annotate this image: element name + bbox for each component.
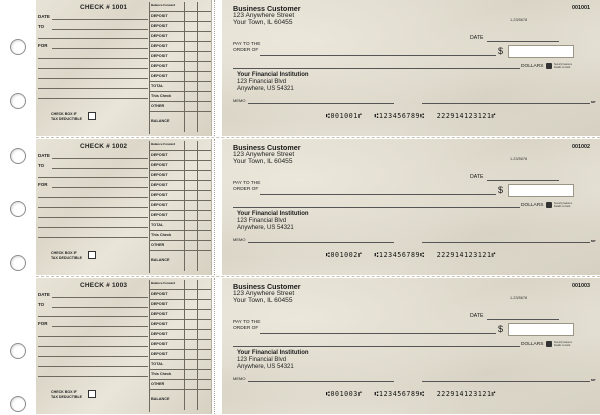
ledger-label: DEPOSIT <box>151 64 168 68</box>
ledger-label-cell <box>149 290 185 299</box>
micr-segment: 222914123121⑈ <box>436 390 497 398</box>
ledger-label-cell <box>149 300 185 309</box>
ledger-label: DEPOSIT <box>151 163 168 167</box>
signature-line[interactable] <box>422 381 590 382</box>
ledger-label: This Check <box>151 372 172 376</box>
ledger-label: DEPOSIT <box>151 302 168 306</box>
routing-fraction: 1-23/5678 <box>510 157 528 161</box>
dollars-label: DOLLARS <box>521 203 544 208</box>
ledger-label-cell <box>149 141 185 150</box>
bank-city: Anywhere, US 54321 <box>237 86 294 92</box>
signature-line[interactable] <box>422 103 590 104</box>
ledger-label: OTHER <box>151 382 165 386</box>
mp-label: MP <box>591 378 596 382</box>
ledger-label: DEPOSIT <box>151 342 168 346</box>
payee-line[interactable] <box>260 333 496 334</box>
signature-line[interactable] <box>422 242 590 243</box>
memo-line[interactable] <box>248 242 394 243</box>
ledger-column-rule <box>197 22 198 31</box>
ledger-row[interactable] <box>149 330 211 340</box>
check-number: 001003 <box>572 283 590 289</box>
ledger-label: DEPOSIT <box>151 173 168 177</box>
perforation <box>214 0 222 136</box>
binder-hole <box>10 93 26 109</box>
sheet-divider <box>36 137 600 138</box>
padlock-icon <box>546 202 552 208</box>
ledger-label: Balance Forward <box>151 142 176 146</box>
ledger-column-rule <box>197 161 198 170</box>
micr-segment: ⑆001001⑈ <box>325 112 363 120</box>
check-body <box>222 139 600 275</box>
ledger-label-cell <box>149 12 185 21</box>
pay-to-label: PAY TO THE ORDER OF <box>233 320 261 331</box>
ledger-label-cell <box>149 330 185 339</box>
ledger-row[interactable] <box>149 110 211 132</box>
micr-line <box>222 251 600 259</box>
check-stub <box>36 139 212 275</box>
ledger-column-rule <box>197 141 198 150</box>
stub-for-line[interactable] <box>52 326 148 327</box>
tax-checkbox-label: CHECK BOX IF TAX DEDUCTIBLE <box>51 112 83 121</box>
ledger-column-rule <box>197 300 198 309</box>
stub-for-label: FOR <box>38 43 48 48</box>
memo-label: MEMO <box>233 376 246 381</box>
ledger-label: Balance Forward <box>151 3 176 7</box>
ledger-row[interactable] <box>149 280 211 290</box>
ledger-column-rule <box>197 92 198 101</box>
ledger-label-cell <box>149 221 185 230</box>
stub-date-line[interactable] <box>52 297 148 298</box>
ledger-label: DEPOSIT <box>151 34 168 38</box>
ledger-column-rule <box>197 290 198 299</box>
ledger-column-rule <box>197 221 198 230</box>
ledger-row[interactable] <box>149 72 211 82</box>
ledger-row[interactable] <box>149 370 211 380</box>
tax-deductible-checkbox[interactable] <box>88 390 96 398</box>
micr-segment: ⑆001002⑈ <box>325 251 363 259</box>
ledger-column-rule <box>197 320 198 329</box>
ledger-label: TOTAL <box>151 362 164 366</box>
ledger-row[interactable] <box>149 350 211 360</box>
bank-city: Anywhere, US 54321 <box>237 225 294 231</box>
micr-segment: ⑆123456789⑆ <box>374 251 425 259</box>
ledger-label: TOTAL <box>151 84 164 88</box>
bank-name: Your Financial Institution <box>237 350 309 356</box>
date-label: DATE <box>470 174 484 180</box>
ledger-label-cell <box>149 42 185 51</box>
stub-blank-line[interactable] <box>38 217 148 218</box>
customer-city: Your Town, IL 60455 <box>233 19 293 26</box>
tax-checkbox-label: CHECK BOX IF TAX DEDUCTIBLE <box>51 251 83 260</box>
ledger-label-cell <box>149 280 185 289</box>
tax-deductible-checkbox[interactable] <box>88 251 96 259</box>
ledger-label-cell <box>149 350 185 359</box>
stub-blank-line[interactable] <box>38 207 148 208</box>
ledger-label: DEPOSIT <box>151 203 168 207</box>
ledger-row[interactable] <box>149 62 211 72</box>
ledger-label: TOTAL <box>151 223 164 227</box>
customer-name: Business Customer <box>233 4 301 13</box>
ledger-row[interactable] <box>149 22 211 32</box>
dollar-sign: $ <box>498 185 504 195</box>
ledger-label: DEPOSIT <box>151 213 168 217</box>
stub-date-line[interactable] <box>52 19 148 20</box>
bank-name: Your Financial Institution <box>237 72 309 78</box>
check-body <box>222 0 600 136</box>
ledger-label-cell <box>149 62 185 71</box>
stub-blank-line[interactable] <box>38 346 148 347</box>
ledger-label-cell <box>149 360 185 369</box>
check-set <box>36 139 600 277</box>
stub-blank-line[interactable] <box>38 98 148 99</box>
ledger-row[interactable] <box>149 161 211 171</box>
stub-to-line[interactable] <box>52 168 148 169</box>
stub-date-label: DATE <box>38 153 50 158</box>
check-stub <box>36 0 212 136</box>
ledger-label-cell <box>149 161 185 170</box>
customer-city: Your Town, IL 60455 <box>233 158 293 165</box>
ledger-label-cell <box>149 340 185 349</box>
ledger-label-cell <box>149 310 185 319</box>
ledger-label: This Check <box>151 233 172 237</box>
ledger-row[interactable] <box>149 32 211 42</box>
stub-blank-line[interactable] <box>38 356 148 357</box>
written-amount-line[interactable] <box>233 68 520 69</box>
ledger-column-rule <box>197 370 198 379</box>
ledger-column-rule <box>197 231 198 240</box>
stub-blank-line[interactable] <box>38 336 148 337</box>
stub-date-label: DATE <box>38 292 50 297</box>
ledger-row[interactable] <box>149 249 211 271</box>
stub-blank-line[interactable] <box>38 78 148 79</box>
ledger-row[interactable] <box>149 300 211 310</box>
mp-label: MP <box>591 239 596 243</box>
ledger-column-rule <box>197 310 198 319</box>
ledger-column-rule <box>197 388 198 410</box>
ledger-label: DEPOSIT <box>151 153 168 157</box>
ledger-label: DEPOSIT <box>151 54 168 58</box>
amount-box[interactable] <box>508 184 574 197</box>
ledger-row[interactable] <box>149 221 211 231</box>
check-stub <box>36 278 212 414</box>
binder-hole <box>10 396 26 412</box>
ledger-label-cell <box>149 72 185 81</box>
stub-blank-line[interactable] <box>38 237 148 238</box>
sheet-divider <box>36 276 600 277</box>
ledger-label-cell <box>149 32 185 41</box>
ledger-column-rule <box>197 12 198 21</box>
ledger-row[interactable] <box>149 201 211 211</box>
stub-to-label: TO <box>38 24 45 29</box>
ledger-label-cell <box>149 249 185 271</box>
security-note: Security features Details on back <box>554 341 572 347</box>
ledger-label-cell <box>149 231 185 240</box>
bank-city: Anywhere, US 54321 <box>237 364 294 370</box>
ledger-label: DEPOSIT <box>151 193 168 197</box>
ledger-column-rule <box>197 171 198 180</box>
perforation <box>214 139 222 275</box>
ledger-row[interactable] <box>149 171 211 181</box>
ledger-row[interactable] <box>149 290 211 300</box>
date-label: DATE <box>470 35 484 41</box>
ledger-column-rule <box>197 52 198 61</box>
ledger-label-cell <box>149 370 185 379</box>
ledger-row[interactable] <box>149 191 211 201</box>
ledger-label: DEPOSIT <box>151 24 168 28</box>
check-body <box>222 278 600 414</box>
ledger-label-cell <box>149 388 185 410</box>
stub-for-line[interactable] <box>52 48 148 49</box>
customer-street: 123 Anywhere Street <box>233 290 295 297</box>
ledger-label-cell <box>149 181 185 190</box>
dollars-label: DOLLARS <box>521 64 544 69</box>
ledger-column-rule <box>197 191 198 200</box>
stub-title: CHECK # 1002 <box>80 143 128 150</box>
ledger-row[interactable] <box>149 92 211 102</box>
stub-blank-line[interactable] <box>38 58 148 59</box>
micr-segment: 222914123121⑈ <box>436 112 497 120</box>
stub-to-line[interactable] <box>52 29 148 30</box>
ledger-row[interactable] <box>149 310 211 320</box>
ledger-label: BALANCE <box>151 397 170 401</box>
ledger-label: DEPOSIT <box>151 74 168 78</box>
bank-street: 123 Financial Blvd <box>237 357 287 363</box>
stub-date-label: DATE <box>38 14 50 19</box>
customer-city: Your Town, IL 60455 <box>233 297 293 304</box>
perforation <box>214 278 222 414</box>
ledger-column-rule <box>197 340 198 349</box>
ledger-label: DEPOSIT <box>151 352 168 356</box>
stub-blank-line[interactable] <box>38 177 148 178</box>
binder-hole <box>10 255 26 271</box>
ledger-label-cell <box>149 52 185 61</box>
dollar-sign: $ <box>498 46 504 56</box>
pay-to-label: PAY TO THE ORDER OF <box>233 181 261 192</box>
customer-name: Business Customer <box>233 143 301 152</box>
stub-blank-line[interactable] <box>38 197 148 198</box>
stub-blank-line[interactable] <box>38 68 148 69</box>
ledger-label: DEPOSIT <box>151 292 168 296</box>
written-amount-line[interactable] <box>233 207 520 208</box>
ledger-column-rule <box>197 350 198 359</box>
memo-line[interactable] <box>248 103 394 104</box>
stub-for-line[interactable] <box>52 187 148 188</box>
ledger-row[interactable] <box>149 231 211 241</box>
ledger-label: BALANCE <box>151 119 170 123</box>
ledger-label: DEPOSIT <box>151 14 168 18</box>
ledger-row[interactable] <box>149 141 211 151</box>
customer-name: Business Customer <box>233 282 301 291</box>
micr-segment: ⑆001003⑈ <box>325 390 363 398</box>
check-set <box>36 278 600 415</box>
ledger-column-rule <box>197 249 198 271</box>
date-line[interactable] <box>487 41 559 42</box>
stub-for-label: FOR <box>38 182 48 187</box>
ledger-column-rule <box>197 42 198 51</box>
payee-line[interactable] <box>260 194 496 195</box>
ledger-column-rule <box>197 151 198 160</box>
ledger-row[interactable] <box>149 360 211 370</box>
ledger-row[interactable] <box>149 340 211 350</box>
written-amount-line[interactable] <box>233 346 520 347</box>
bank-name: Your Financial Institution <box>237 211 309 217</box>
stub-blank-line[interactable] <box>38 376 148 377</box>
ledger-label: DEPOSIT <box>151 44 168 48</box>
tax-deductible-checkbox[interactable] <box>88 112 96 120</box>
ledger-label-cell <box>149 92 185 101</box>
stub-blank-line[interactable] <box>38 366 148 367</box>
routing-fraction: 1-23/5678 <box>510 296 528 300</box>
security-note: Security features Details on back <box>554 202 572 208</box>
ledger-row[interactable] <box>149 12 211 22</box>
stub-to-line[interactable] <box>52 307 148 308</box>
security-note: Security features Details on back <box>554 63 572 69</box>
ledger-label: DEPOSIT <box>151 322 168 326</box>
padlock-icon <box>546 341 552 347</box>
ledger-row[interactable] <box>149 82 211 92</box>
check-number: 001002 <box>572 144 590 150</box>
stub-title: CHECK # 1003 <box>80 282 128 289</box>
memo-label: MEMO <box>233 237 246 242</box>
memo-label: MEMO <box>233 98 246 103</box>
date-line[interactable] <box>487 180 559 181</box>
payee-line[interactable] <box>260 55 496 56</box>
padlock-icon <box>546 63 552 69</box>
ledger-row[interactable] <box>149 42 211 52</box>
ledger-label-cell <box>149 110 185 132</box>
ledger-row[interactable] <box>149 320 211 330</box>
date-label: DATE <box>470 313 484 319</box>
ledger-column-rule <box>197 62 198 71</box>
ledger-column-rule <box>197 201 198 210</box>
binder-hole <box>10 343 26 359</box>
bank-street: 123 Financial Blvd <box>237 79 287 85</box>
ledger-column-rule <box>197 211 198 220</box>
ledger-label-cell <box>149 22 185 31</box>
ledger-row[interactable] <box>149 2 211 12</box>
binder-hole <box>10 201 26 217</box>
ledger-label-cell <box>149 151 185 160</box>
ledger-label: OTHER <box>151 243 165 247</box>
dollar-sign: $ <box>498 324 504 334</box>
ledger-label: OTHER <box>151 104 165 108</box>
bank-street: 123 Financial Blvd <box>237 218 287 224</box>
ledger-row[interactable] <box>149 151 211 161</box>
stub-to-label: TO <box>38 302 45 307</box>
ledger-row[interactable] <box>149 52 211 62</box>
ledger-label: DEPOSIT <box>151 332 168 336</box>
micr-segment: ⑆123456789⑆ <box>374 390 425 398</box>
ledger-label: DEPOSIT <box>151 183 168 187</box>
stub-blank-line[interactable] <box>38 316 148 317</box>
ledger-label: Balance Forward <box>151 281 176 285</box>
micr-line <box>222 390 600 398</box>
ledger-label: This Check <box>151 94 172 98</box>
ledger-column-rule <box>197 82 198 91</box>
customer-street: 123 Anywhere Street <box>233 12 295 19</box>
ledger-label: BALANCE <box>151 258 170 262</box>
ledger-column-rule <box>197 280 198 289</box>
customer-street: 123 Anywhere Street <box>233 151 295 158</box>
binder-hole <box>10 39 26 55</box>
amount-box[interactable] <box>508 45 574 58</box>
stub-date-line[interactable] <box>52 158 148 159</box>
ledger-column-rule <box>197 110 198 132</box>
micr-segment: 222914123121⑈ <box>436 251 497 259</box>
ledger-label-cell <box>149 191 185 200</box>
amount-box[interactable] <box>508 323 574 336</box>
stub-to-label: TO <box>38 163 45 168</box>
pay-to-label: PAY TO THE ORDER OF <box>233 42 261 53</box>
tax-checkbox-label: CHECK BOX IF TAX DEDUCTIBLE <box>51 390 83 399</box>
stub-blank-line[interactable] <box>38 88 148 89</box>
ledger-row[interactable] <box>149 388 211 410</box>
check-number: 001001 <box>572 5 590 11</box>
micr-segment: ⑆123456789⑆ <box>374 112 425 120</box>
ledger-label-cell <box>149 2 185 11</box>
stub-for-label: FOR <box>38 321 48 326</box>
ledger-row[interactable] <box>149 211 211 221</box>
ledger-column-rule <box>197 72 198 81</box>
ledger-label-cell <box>149 82 185 91</box>
stub-title: CHECK # 1001 <box>80 4 128 11</box>
mp-label: MP <box>591 100 596 104</box>
ledger-label-cell <box>149 320 185 329</box>
date-line[interactable] <box>487 319 559 320</box>
binder-hole <box>10 148 26 164</box>
stub-blank-line[interactable] <box>38 38 148 39</box>
ledger-column-rule <box>197 32 198 41</box>
ledger-column-rule <box>197 360 198 369</box>
check-set <box>36 0 600 138</box>
binder-strip <box>0 0 36 415</box>
stub-blank-line[interactable] <box>38 227 148 228</box>
ledger-column-rule <box>197 330 198 339</box>
ledger-label-cell <box>149 211 185 220</box>
memo-line[interactable] <box>248 381 394 382</box>
ledger-column-rule <box>197 181 198 190</box>
ledger-label-cell <box>149 171 185 180</box>
ledger-label: DEPOSIT <box>151 312 168 316</box>
routing-fraction: 1-23/5678 <box>510 18 528 22</box>
ledger-row[interactable] <box>149 181 211 191</box>
micr-line <box>222 112 600 120</box>
dollars-label: DOLLARS <box>521 342 544 347</box>
ledger-column-rule <box>197 2 198 11</box>
ledger-label-cell <box>149 201 185 210</box>
